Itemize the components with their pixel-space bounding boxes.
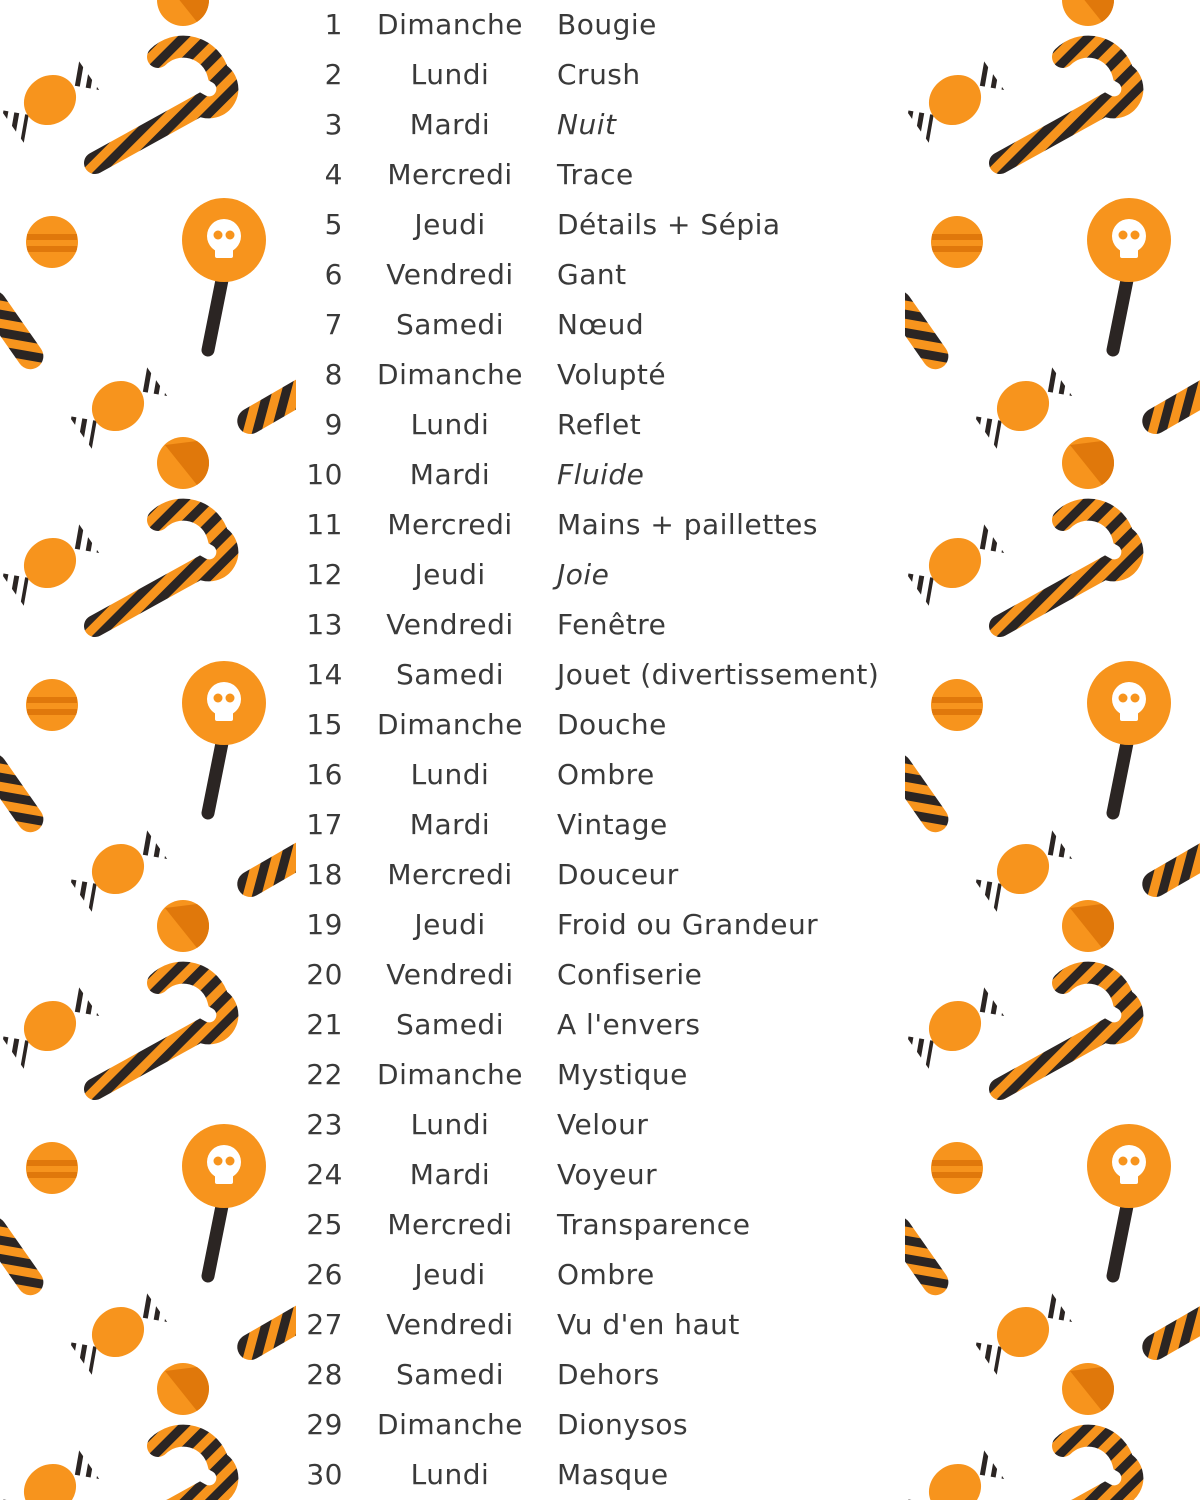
lollipop-skull-icon: [182, 198, 266, 350]
weekday-label: Mardi: [409, 808, 491, 841]
list-row: [296, 350, 905, 400]
theme-label: Détails + Sépia: [557, 208, 781, 241]
day-number: 30: [306, 1458, 343, 1491]
list-row: [296, 550, 905, 600]
day-number: 23: [306, 1108, 343, 1141]
weekday-label: Dimanche: [377, 708, 523, 741]
round-candy-icon: [1062, 1363, 1114, 1415]
candy-icon: [0, 517, 101, 609]
candy-icon: [905, 54, 1006, 146]
weekday-label: Mardi: [409, 108, 491, 141]
day-number: 10: [306, 458, 343, 491]
weekday-label: Dimanche: [377, 8, 523, 41]
candy-cane-icon: [95, 510, 227, 626]
day-number: 15: [306, 708, 343, 741]
round-candy-icon: [26, 216, 78, 268]
weekday-label: Mercredi: [387, 858, 513, 891]
theme-label: Mains + paillettes: [557, 508, 818, 541]
weekday-label: Lundi: [410, 58, 490, 91]
candy-icon: [0, 980, 101, 1072]
list-row: [296, 0, 905, 50]
list-row: [296, 100, 905, 150]
round-candy-icon: [26, 679, 78, 731]
candy-icon: [905, 517, 1006, 609]
theme-label: Ombre: [557, 758, 655, 791]
weekday-label: Samedi: [396, 1008, 504, 1041]
theme-label: A l'envers: [557, 1008, 701, 1041]
lollipop-skull-icon: [1087, 661, 1171, 813]
list-row: [296, 650, 905, 700]
day-number: 12: [306, 558, 343, 591]
candy-cane-icon: [1000, 973, 1132, 1089]
weekday-label: Vendredi: [386, 958, 514, 991]
weekday-label: Mercredi: [387, 158, 513, 191]
list-row: [296, 1250, 905, 1300]
day-number: 11: [306, 508, 343, 541]
list-row: [296, 1200, 905, 1250]
round-candy-icon: [931, 1142, 983, 1194]
weekday-label: Mercredi: [387, 1208, 513, 1241]
weekday-label: Lundi: [410, 1458, 490, 1491]
candy-cane-icon: [95, 1436, 227, 1500]
theme-label: Jouet (divertissement): [557, 658, 880, 691]
weekday-label: Jeudi: [414, 908, 486, 941]
theme-label: Ombre: [557, 1258, 655, 1291]
round-candy-icon: [157, 1363, 209, 1415]
list-row: [296, 1100, 905, 1150]
theme-label: Fenêtre: [557, 608, 667, 641]
day-number: 9: [324, 408, 343, 441]
theme-label: Transparence: [557, 1208, 751, 1241]
theme-label: Nuit: [557, 108, 617, 141]
weekday-label: Jeudi: [414, 558, 486, 591]
theme-label: Confiserie: [557, 958, 703, 991]
day-number: 7: [324, 308, 343, 341]
round-candy-icon: [931, 679, 983, 731]
day-number: 13: [306, 608, 343, 641]
theme-label: Bougie: [557, 8, 657, 41]
list-row: [296, 400, 905, 450]
round-candy-icon: [931, 216, 983, 268]
candy-icon: [905, 1443, 1006, 1500]
day-number: 16: [306, 758, 343, 791]
weekday-label: Mercredi: [387, 508, 513, 541]
weekday-label: Mardi: [409, 458, 491, 491]
candy-cane-icon: [95, 973, 227, 1089]
candy-cane-icon: [95, 47, 227, 163]
candy-cane-icon: [1000, 1436, 1132, 1500]
theme-label: Volupté: [557, 358, 667, 391]
day-number: 1: [324, 8, 343, 41]
day-number: 17: [306, 808, 343, 841]
candy-icon: [67, 1286, 170, 1378]
list-row: [296, 1350, 905, 1400]
theme-label: Reflet: [557, 408, 642, 441]
theme-label: Douceur: [557, 858, 679, 891]
theme-label: Joie: [557, 558, 610, 591]
list-row: [296, 900, 905, 950]
day-number: 20: [306, 958, 343, 991]
round-candy-icon: [157, 900, 209, 952]
striped-stick-icon: [233, 834, 296, 902]
striped-stick-icon: [905, 1212, 953, 1301]
list-row: [296, 50, 905, 100]
challenge-list: [296, 0, 905, 1500]
candy-icon: [972, 823, 1075, 915]
candy-cane-icon: [1000, 47, 1132, 163]
weekday-label: Samedi: [396, 658, 504, 691]
weekday-label: Vendredi: [386, 258, 514, 291]
list-row: [296, 1300, 905, 1350]
theme-label: Dionysos: [557, 1408, 689, 1441]
round-candy-icon: [1062, 900, 1114, 952]
day-number: 22: [306, 1058, 343, 1091]
candy-pattern-right: [905, 0, 1200, 1500]
day-number: 19: [306, 908, 343, 941]
lollipop-skull-icon: [182, 661, 266, 813]
weekday-label: Samedi: [396, 1358, 504, 1391]
candy-cane-icon: [1000, 510, 1132, 626]
list-row: [296, 1050, 905, 1100]
list-row: [296, 1150, 905, 1200]
theme-label: Velour: [557, 1108, 649, 1141]
striped-stick-icon: [905, 286, 953, 375]
striped-stick-icon: [0, 1212, 48, 1301]
theme-label: Masque: [557, 1458, 669, 1491]
striped-stick-icon: [0, 749, 48, 838]
list-row: [296, 450, 905, 500]
theme-label: Voyeur: [557, 1158, 658, 1191]
day-number: 4: [324, 158, 343, 191]
striped-stick-icon: [1138, 834, 1200, 902]
theme-label: Gant: [557, 258, 627, 291]
day-number: 21: [306, 1008, 343, 1041]
day-number: 28: [306, 1358, 343, 1391]
weekday-label: Lundi: [410, 1108, 490, 1141]
theme-label: Fluide: [557, 458, 645, 491]
weekday-label: Vendredi: [386, 1308, 514, 1341]
list-row: [296, 1000, 905, 1050]
day-number: 29: [306, 1408, 343, 1441]
theme-label: Froid ou Grandeur: [557, 908, 819, 941]
theme-label: Douche: [557, 708, 667, 741]
list-row: [296, 800, 905, 850]
round-candy-icon: [26, 1142, 78, 1194]
striped-stick-icon: [233, 1297, 296, 1365]
round-candy-icon: [157, 0, 209, 26]
list-row: [296, 850, 905, 900]
day-number: 24: [306, 1158, 343, 1191]
theme-label: Nœud: [557, 308, 645, 341]
theme-label: Dehors: [557, 1358, 660, 1391]
candy-icon: [0, 1443, 101, 1500]
candy-icon: [67, 360, 170, 452]
round-candy-icon: [1062, 0, 1114, 26]
candy-icon: [972, 1286, 1075, 1378]
list-row: [296, 300, 905, 350]
weekday-label: Dimanche: [377, 1408, 523, 1441]
striped-stick-icon: [233, 371, 296, 439]
striped-stick-icon: [1138, 371, 1200, 439]
day-number: 27: [306, 1308, 343, 1341]
day-number: 26: [306, 1258, 343, 1291]
striped-stick-icon: [905, 749, 953, 838]
candy-pattern-left: [0, 0, 296, 1500]
list-row: [296, 1400, 905, 1450]
candy-icon: [0, 54, 101, 146]
list-row: [296, 150, 905, 200]
list-row: [296, 700, 905, 750]
theme-label: Trace: [557, 158, 634, 191]
day-number: 2: [324, 58, 343, 91]
list-row: [296, 200, 905, 250]
striped-stick-icon: [0, 286, 48, 375]
weekday-label: Dimanche: [377, 1058, 523, 1091]
striped-stick-icon: [1138, 1297, 1200, 1365]
lollipop-skull-icon: [182, 1124, 266, 1276]
day-number: 3: [324, 108, 343, 141]
theme-label: Mystique: [557, 1058, 688, 1091]
candy-icon: [972, 360, 1075, 452]
day-number: 5: [324, 208, 343, 241]
list-row: [296, 750, 905, 800]
round-candy-icon: [1062, 437, 1114, 489]
day-number: 6: [324, 258, 343, 291]
list-row: [296, 250, 905, 300]
weekday-label: Lundi: [410, 408, 490, 441]
theme-label: Vintage: [557, 808, 668, 841]
list-row: [296, 950, 905, 1000]
weekday-label: Vendredi: [386, 608, 514, 641]
candy-icon: [905, 980, 1006, 1072]
list-row: [296, 600, 905, 650]
day-number: 8: [324, 358, 343, 391]
weekday-label: Lundi: [410, 758, 490, 791]
candy-icon: [67, 823, 170, 915]
weekday-label: Mardi: [409, 1158, 491, 1191]
list-row: [296, 500, 905, 550]
round-candy-icon: [157, 437, 209, 489]
day-number: 25: [306, 1208, 343, 1241]
weekday-label: Jeudi: [414, 208, 486, 241]
day-number: 18: [306, 858, 343, 891]
day-number: 14: [306, 658, 343, 691]
lollipop-skull-icon: [1087, 198, 1171, 350]
theme-label: Vu d'en haut: [557, 1308, 740, 1341]
theme-label: Crush: [557, 58, 641, 91]
lollipop-skull-icon: [1087, 1124, 1171, 1276]
weekday-label: Dimanche: [377, 358, 523, 391]
list-row: [296, 1450, 905, 1500]
weekday-label: Jeudi: [414, 1258, 486, 1291]
weekday-label: Samedi: [396, 308, 504, 341]
